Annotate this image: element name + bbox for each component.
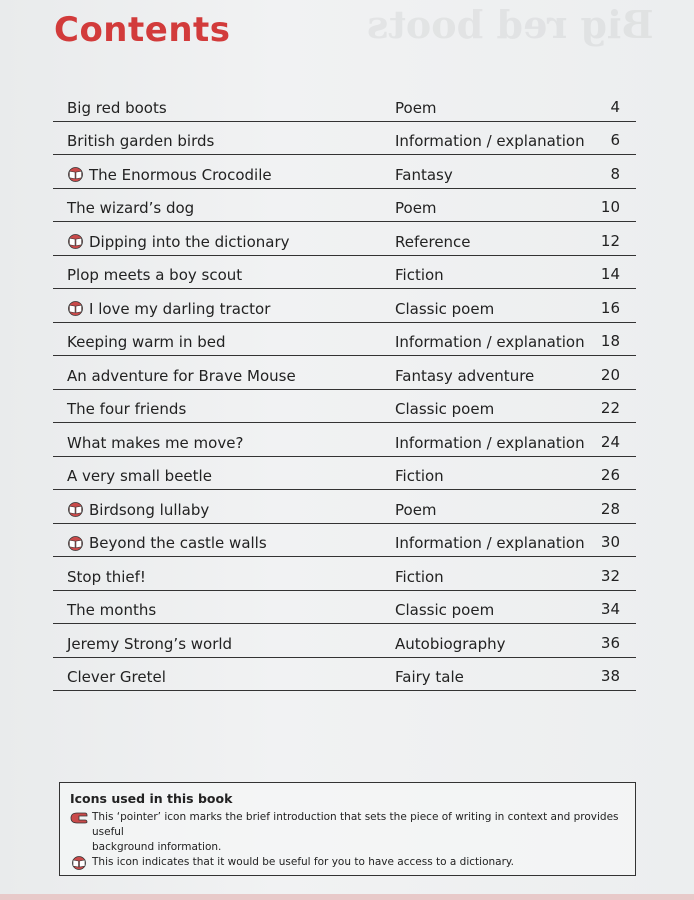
- toc-page-number: 18: [600, 332, 620, 350]
- toc-page-number: 26: [600, 466, 620, 484]
- toc-page-number: 4: [610, 97, 620, 116]
- toc-row: [53, 155, 636, 189]
- legend-pointer-line: [70, 810, 625, 855]
- toc-title: Plop meets a boy scout: [67, 266, 243, 284]
- toc-title-cell: [67, 635, 232, 653]
- toc-title: A very small beetle: [67, 467, 212, 485]
- toc-row: [53, 457, 636, 491]
- toc-page-number: 38: [600, 667, 620, 685]
- toc-title-cell: [67, 166, 272, 184]
- toc-genre: Classic poem: [395, 601, 495, 619]
- toc-title-cell: [67, 400, 186, 418]
- toc-title-cell: [67, 333, 226, 351]
- legend-pointer-description: [92, 810, 625, 855]
- toc-title: Keeping warm in bed: [67, 333, 226, 351]
- toc-page-number: 8: [610, 164, 620, 183]
- toc-title: The months: [67, 601, 157, 619]
- dictionary-icon: [70, 856, 88, 870]
- toc-title-cell: [67, 132, 214, 150]
- toc-genre: Fairy tale: [395, 668, 464, 686]
- toc-title: The wizard’s dog: [67, 199, 195, 217]
- toc-row: [53, 557, 636, 591]
- toc-page-number: 36: [600, 633, 620, 652]
- toc-page-number: 14: [600, 265, 620, 283]
- toc-title: Clever Gretel: [67, 668, 166, 686]
- toc-title: Birdsong lullaby: [89, 500, 210, 519]
- toc-row: [53, 189, 636, 223]
- toc-page-number: 6: [610, 131, 620, 149]
- toc-title-cell: [67, 300, 270, 318]
- toc-title-cell: [67, 601, 156, 619]
- toc-genre: Information / explanation: [395, 433, 585, 452]
- toc-page-number: 30: [600, 533, 620, 551]
- toc-title: Stop thief!: [67, 567, 146, 586]
- toc-title: An adventure for Brave Mouse: [67, 366, 296, 385]
- toc-row: [53, 658, 636, 692]
- page-title: Contents: [54, 10, 231, 50]
- toc-genre: Classic poem: [395, 400, 495, 418]
- pointer-icon: [70, 811, 88, 825]
- toc-title: Dipping into the dictionary: [89, 232, 290, 251]
- toc-title-cell: [67, 266, 242, 284]
- toc-row: [53, 423, 636, 457]
- toc-page-number: 24: [600, 432, 620, 451]
- toc-row: [53, 222, 636, 256]
- toc-row: [53, 356, 636, 390]
- toc-title-cell: [67, 367, 296, 385]
- toc-row: [53, 624, 636, 658]
- toc-genre: Fiction: [395, 567, 444, 586]
- dictionary-icon: [67, 502, 84, 517]
- toc-row: [53, 289, 636, 323]
- toc-title: Big red boots: [67, 98, 167, 117]
- toc-genre: Information / explanation: [395, 132, 585, 150]
- toc-genre: Poem: [395, 98, 437, 117]
- toc-title: The Enormous Crocodile: [89, 165, 272, 184]
- toc-title: Beyond the castle walls: [89, 534, 267, 552]
- toc-row: [53, 490, 636, 524]
- toc-title-cell: [67, 668, 166, 686]
- legend-heading: Icons used in this book: [70, 791, 233, 806]
- toc-genre: Poem: [395, 500, 437, 519]
- toc-title-cell: [67, 501, 209, 519]
- toc-genre: Fiction: [395, 467, 444, 485]
- legend-pointer-text-continued: background information.: [92, 841, 222, 853]
- dictionary-icon: [67, 301, 84, 316]
- toc-page-number: 16: [600, 298, 620, 317]
- toc-page-number: 34: [600, 600, 620, 618]
- toc-row: [53, 256, 636, 290]
- toc-genre: Reference: [395, 232, 471, 251]
- legend-dictionary-text: This icon indicates that it would be useful for you to have access to a dictionary.: [92, 856, 514, 868]
- toc-title-cell: [67, 467, 212, 485]
- toc-row: [53, 323, 636, 357]
- toc-row: [53, 390, 636, 424]
- legend-dictionary-line: [70, 855, 625, 870]
- toc-page-number: 32: [600, 566, 620, 585]
- ghost-show-through-text: Big red boots: [367, 2, 654, 47]
- toc-title-cell: [67, 99, 167, 117]
- toc-row: [53, 591, 636, 625]
- toc-genre: Fiction: [395, 266, 444, 284]
- toc-title: Jeremy Strong’s world: [67, 634, 233, 653]
- toc-title: What makes me move?: [67, 433, 244, 452]
- toc-title: The four friends: [67, 400, 187, 418]
- toc-genre: Poem: [395, 199, 437, 217]
- dictionary-icon: [67, 234, 84, 249]
- toc-genre: Information / explanation: [395, 333, 585, 351]
- toc-genre: Information / explanation: [395, 534, 585, 552]
- toc-title-cell: [67, 199, 194, 217]
- toc-page-number: 10: [600, 198, 620, 216]
- toc-page-number: 12: [600, 231, 620, 250]
- toc-title: British garden birds: [67, 132, 215, 150]
- icon-legend-box: [59, 782, 636, 876]
- toc-row: [53, 524, 636, 558]
- toc-page-number: 20: [600, 365, 620, 384]
- dictionary-icon: [67, 167, 84, 182]
- toc-row: [53, 122, 636, 156]
- bottom-edge-strip: [0, 894, 694, 900]
- toc-genre: Fantasy: [395, 165, 453, 184]
- toc-page-number: 22: [600, 399, 620, 417]
- toc-genre: Fantasy adventure: [395, 366, 535, 385]
- toc-title-cell: [67, 568, 146, 586]
- toc-title-cell: [67, 434, 243, 452]
- toc-row: [53, 88, 636, 122]
- toc-genre: Autobiography: [395, 634, 506, 653]
- toc-page-number: 28: [600, 499, 620, 518]
- legend-pointer-text: This ‘pointer’ icon marks the brief introduction that sets the piece of writing in context and provides useful: [92, 811, 619, 838]
- toc-genre: Classic poem: [395, 299, 495, 318]
- dictionary-icon: [67, 536, 84, 551]
- toc-title-cell: [67, 233, 290, 251]
- contents-list: [53, 88, 636, 691]
- toc-title: I love my darling tractor: [89, 299, 271, 318]
- toc-title-cell: [67, 534, 267, 552]
